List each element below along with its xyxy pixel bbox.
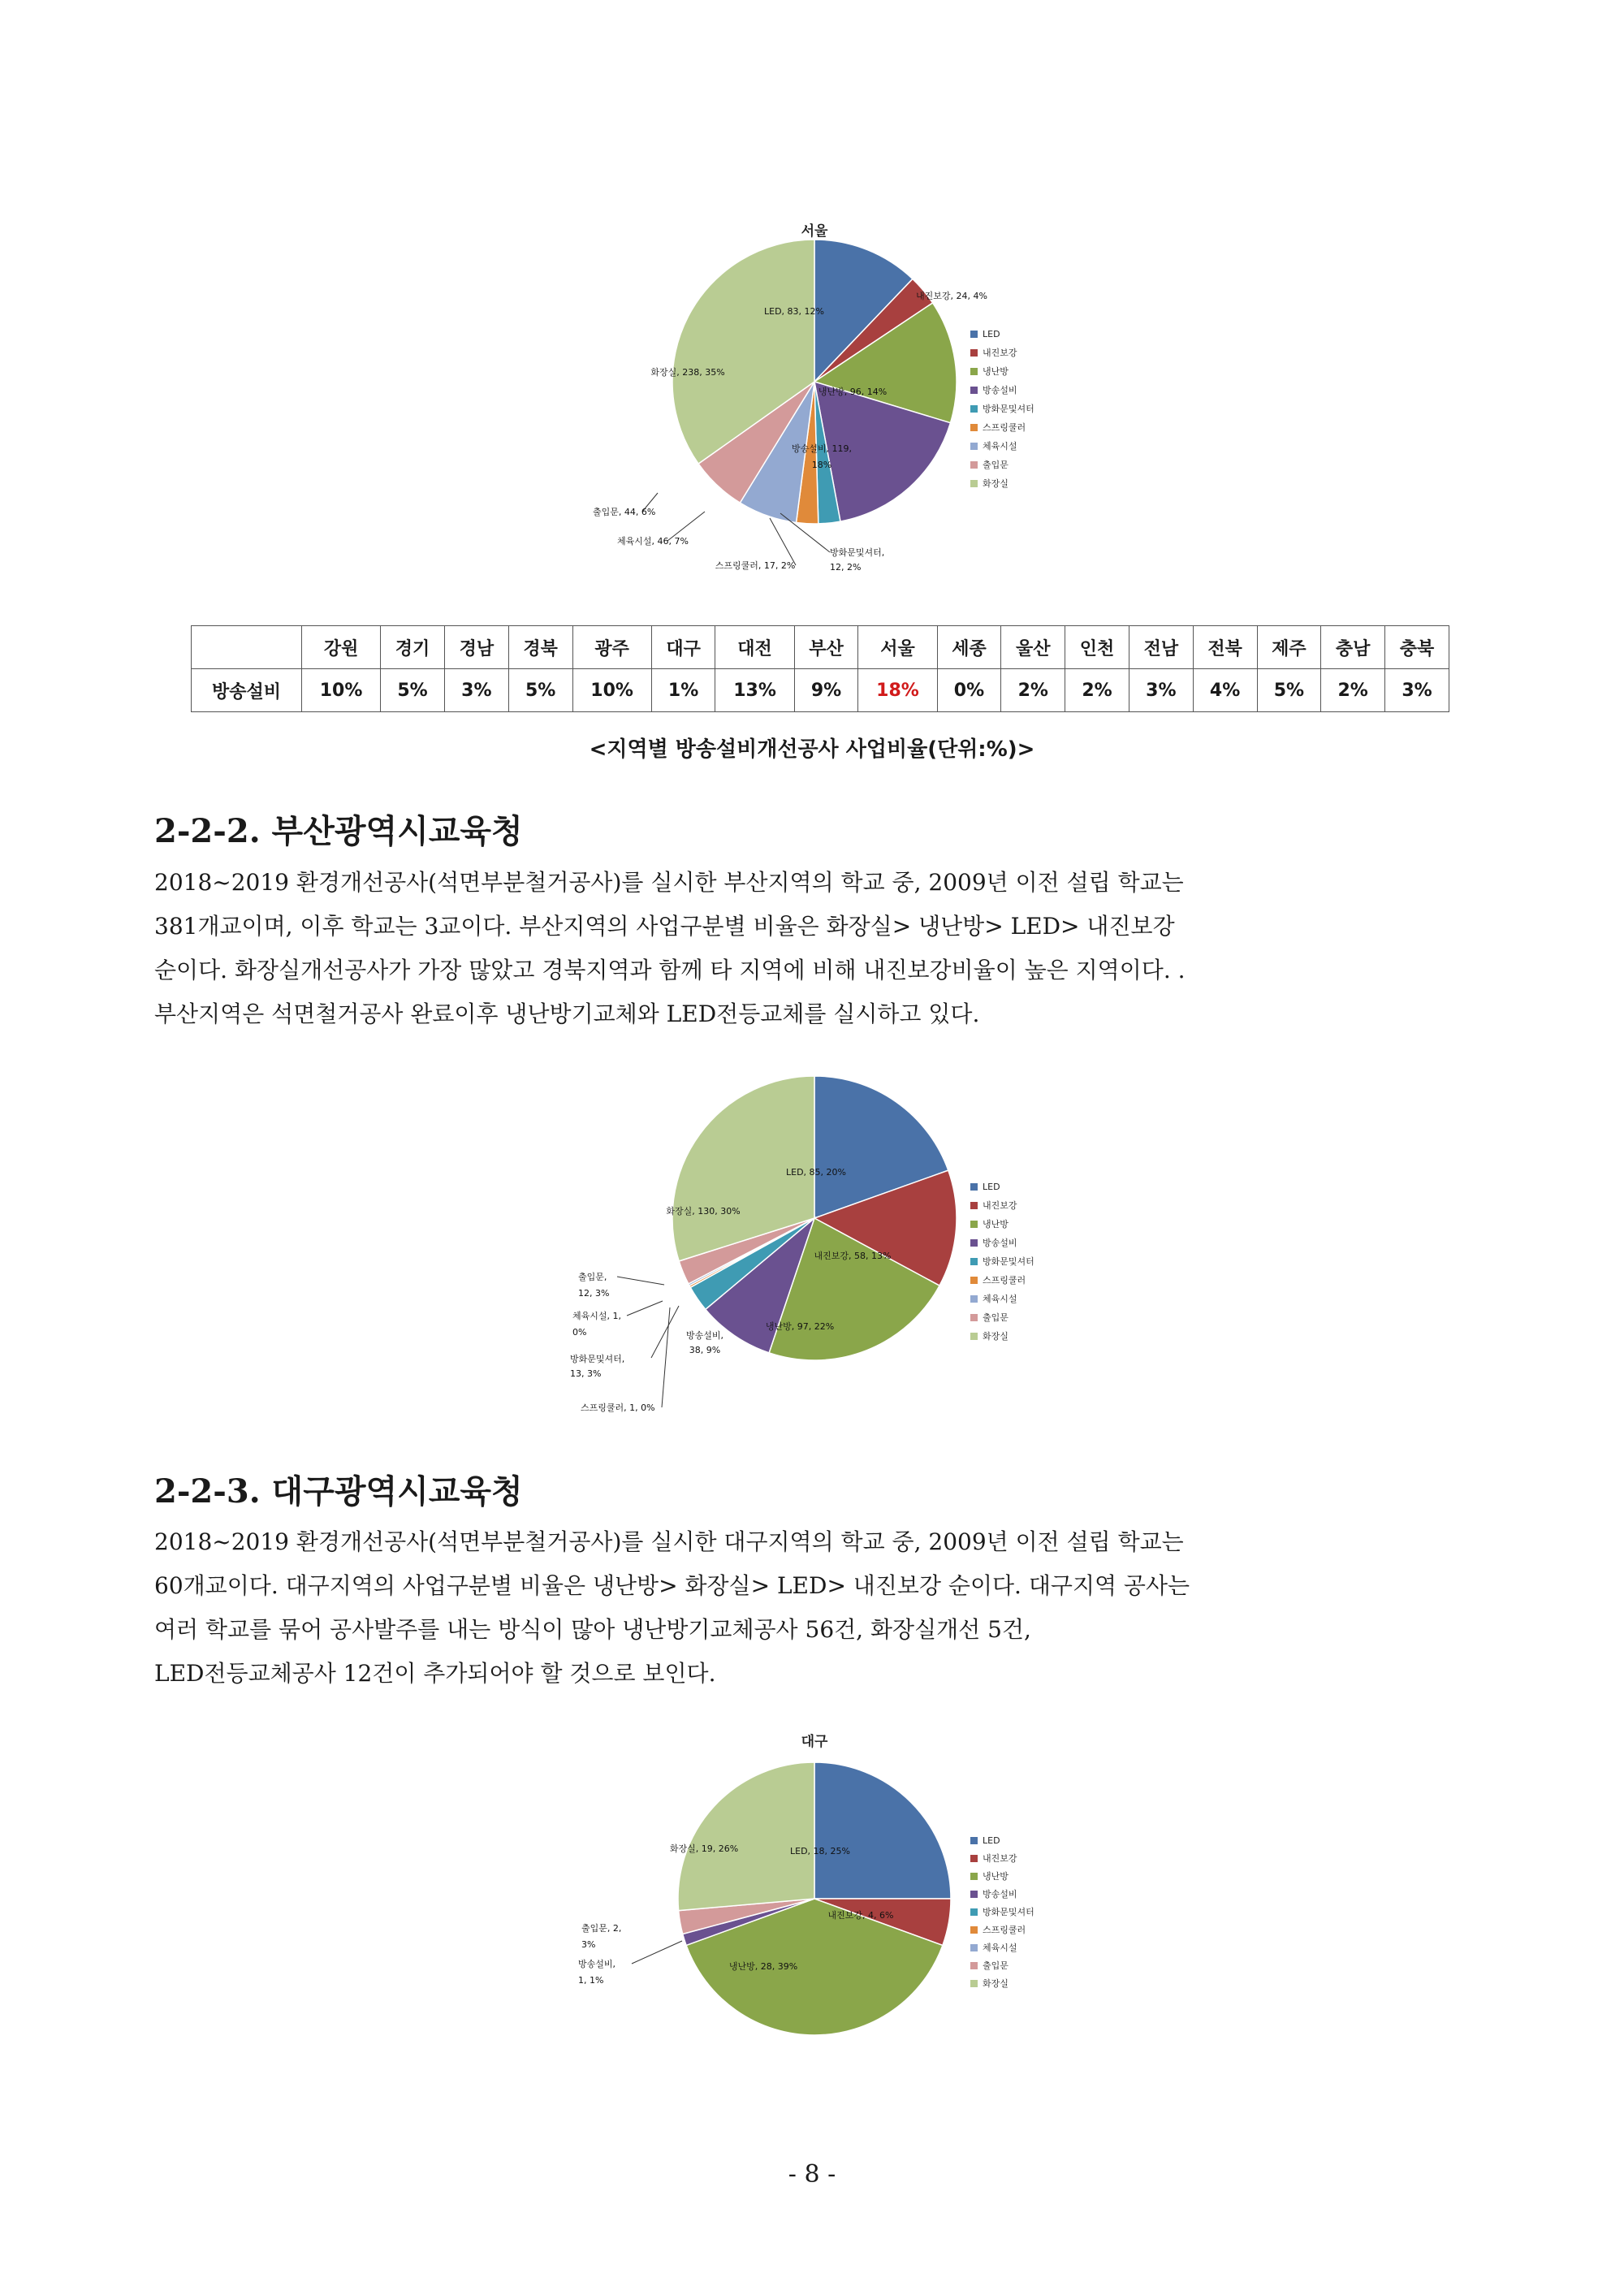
leader-line (662, 1307, 670, 1407)
table-region-cell: 울산 (1001, 626, 1065, 669)
slice-label: 출입문, 12, 3% (578, 1272, 610, 1299)
legend-label: 화장실 (983, 1978, 1009, 1989)
leader-line (632, 1941, 682, 1964)
table-region-cell: 대전 (715, 626, 794, 669)
busan-pie-chart (0, 1064, 1624, 1429)
seoul-pie-chart (0, 203, 1624, 593)
table-value-cell: 3% (1129, 669, 1193, 712)
legend-swatch (970, 1183, 978, 1191)
paragraph-line: 2018~2019 환경개선공사(석면부분철거공사)를 실시한 대구지역의 학교 중, 2009년 이전 설립 학교는 (154, 1528, 1184, 1555)
legend-label: 방화문및셔터 (983, 1907, 1034, 1917)
legend-label: 냉난방 (983, 1871, 1009, 1882)
legend-label: 체육시설 (983, 1943, 1017, 1953)
paragraph-line: LED전등교체공사 12건이 추가되어야 할 것으로 보인다. (154, 1660, 716, 1687)
table-header-row (192, 626, 1449, 669)
legend-label: 화장실 (983, 478, 1009, 489)
table-caption: <지역별 방송설비개선공사 사업비율(단위:%)> (589, 737, 1035, 762)
table-value-cell: 1% (651, 669, 715, 712)
table-value-cell: 10% (302, 669, 381, 712)
slice-label: 방송설비, 119, 18% (792, 443, 852, 470)
table-region-cell: 세종 (937, 626, 1001, 669)
slice-label: 방송설비, 1, 1% (578, 1959, 616, 1986)
leader-line (627, 1301, 663, 1316)
legend-swatch (970, 1221, 978, 1228)
legend-label: 방화문및셔터 (983, 1256, 1034, 1267)
legend-swatch (970, 480, 978, 487)
table-region-cell: 경북 (508, 626, 572, 669)
legend-label: 내진보강 (983, 348, 1017, 358)
legend-label: 냉난방 (983, 1219, 1009, 1230)
slice-label: 냉난방, 28, 39% (728, 1961, 798, 1972)
slice-label: LED, 18, 25% (790, 1846, 850, 1856)
legend-swatch (970, 1891, 978, 1898)
table-region-cell: 전북 (1193, 626, 1257, 669)
slice-label: 냉난방, 97, 22% (765, 1321, 835, 1332)
table-region-cell: 경기 (381, 626, 445, 669)
legend-swatch (970, 1962, 978, 1969)
legend-label: 냉난방 (983, 366, 1009, 377)
legend-label: 스프링쿨러 (983, 1275, 1026, 1286)
table-value-cell: 4% (1193, 669, 1257, 712)
legend-swatch (970, 1926, 978, 1934)
paragraph-line: 2018~2019 환경개선공사(석면부분철거공사)를 실시한 부산지역의 학교 중, 2009년 이전 설립 학교는 (154, 869, 1184, 896)
daegu-pie-chart (0, 1722, 1624, 2063)
section-body-daegu (154, 1520, 1486, 1696)
slice-label: 출입문, 44, 6% (593, 507, 656, 517)
legend-label: 방송설비 (983, 1889, 1017, 1900)
table-region-cell: 충북 (1385, 626, 1449, 669)
legend-label: 스프링쿨러 (983, 1925, 1026, 1935)
legend-label: 화장실 (983, 1331, 1009, 1342)
table-region-cell: 강원 (302, 626, 381, 669)
section-heading-busan: 2-2-2. 부산광역시교육청 (154, 812, 523, 850)
table-value-cell: 10% (572, 669, 651, 712)
slice-label: 내진보강, 4, 6% (827, 1910, 894, 1921)
slice-label: 냉난방, 96, 14% (818, 387, 888, 397)
legend-label: 출입문 (983, 1960, 1009, 1971)
table-value-cell: 3% (444, 669, 508, 712)
table-corner-cell (192, 626, 302, 669)
page-number: - 8 - (788, 2160, 836, 2189)
table-region-cell: 제주 (1257, 626, 1321, 669)
table-region-cell: 광주 (572, 626, 651, 669)
slice-label: 체육시설, 1, 0% (572, 1311, 621, 1338)
legend-swatch (970, 1837, 978, 1844)
section-heading-daegu: 2-2-3. 대구광역시교육청 (154, 1472, 523, 1511)
seoul-pie-svg (0, 203, 1624, 593)
legend-swatch (970, 1873, 978, 1880)
legend-label: 방송설비 (983, 1238, 1017, 1248)
legend-swatch (970, 1239, 978, 1247)
legend-label: 체육시설 (983, 441, 1017, 452)
table-value-cell: 5% (508, 669, 572, 712)
slice-label: 화장실, 238, 35% (650, 367, 725, 378)
legend-swatch (970, 1333, 978, 1340)
table-region-cell: 전남 (1129, 626, 1193, 669)
slice-label: 내진보강, 58, 13% (814, 1251, 892, 1261)
busan-pie-svg (0, 1064, 1624, 1429)
leader-line (770, 518, 796, 565)
legend-label: 체육시설 (983, 1294, 1017, 1304)
legend-swatch (970, 1277, 978, 1284)
table-value-cell: 5% (1257, 669, 1321, 712)
slice-label: 스프링쿨러, 1, 0% (581, 1402, 655, 1413)
paragraph-line: 60개교이다. 대구지역의 사업구분별 비율은 냉난방> 화장실> LED> 내진보강 순이다. 대구지역 공사는 (154, 1572, 1190, 1599)
slice-label: 스프링쿨러, 17, 2% (715, 560, 796, 571)
paragraph-line: 여러 학교를 묶어 공사발주를 내는 방식이 많아 냉난방기교체공사 56건, 화장실개선 5건, (154, 1616, 1031, 1643)
slice-label: 방화문및셔터, 13, 3% (570, 1354, 625, 1379)
chart-title: 서울 (801, 223, 828, 240)
legend-label: LED (983, 1182, 1000, 1192)
pie-slice-화장실 (678, 1762, 814, 1911)
legend-label: LED (983, 329, 1000, 339)
table-value-cell: 0% (937, 669, 1001, 712)
legend-swatch (970, 424, 978, 431)
legend-swatch (970, 1944, 978, 1951)
slice-label: 방화문및셔터, 12, 2% (830, 547, 885, 573)
slice-label: 출입문, 2, 3% (581, 1923, 622, 1950)
legend-label: 스프링쿨러 (983, 422, 1026, 433)
legend-label: 방화문및셔터 (983, 404, 1034, 414)
table-region-cell: 충남 (1321, 626, 1385, 669)
table-value-cell: 5% (381, 669, 445, 712)
table-value-cell: 3% (1385, 669, 1449, 712)
legend-label: 출입문 (983, 460, 1009, 470)
broadcast-ratio-table (191, 625, 1449, 712)
table-row-header: 방송설비 (192, 669, 302, 712)
paragraph-line: 순이다. 화장실개선공사가 가장 많았고 경북지역과 함께 타 지역에 비해 내진보강비율이 높은 지역이다. . (154, 957, 1186, 983)
table-value-cell: 2% (1065, 669, 1129, 712)
legend-swatch (970, 1202, 978, 1209)
slice-label: 방송설비, 38, 9% (685, 1330, 724, 1355)
legend-label: 내진보강 (983, 1200, 1017, 1211)
legend-swatch (970, 368, 978, 375)
legend-label: 출입문 (983, 1312, 1009, 1323)
table-value-cell: 9% (794, 669, 858, 712)
table-value-cell: 13% (715, 669, 794, 712)
slice-label: 화장실, 130, 30% (666, 1206, 741, 1217)
chart-title: 대구 (801, 1734, 828, 1750)
legend-swatch (970, 443, 978, 450)
table-value-cell: 2% (1001, 669, 1065, 712)
legend-swatch (970, 1295, 978, 1303)
table-value-cell: 18% (858, 669, 937, 712)
slice-label: 화장실, 19, 26% (669, 1843, 739, 1854)
legend-swatch (970, 387, 978, 394)
legend-swatch (970, 1855, 978, 1862)
legend-swatch (970, 1314, 978, 1321)
slice-label: 체육시설, 46, 7% (617, 536, 689, 547)
pie-slice-LED (814, 1762, 951, 1899)
legend-label: LED (983, 1835, 1000, 1846)
table-region-cell: 서울 (858, 626, 937, 669)
slice-label: 내진보강, 24, 4% (916, 291, 987, 301)
daegu-pie-svg (0, 1722, 1624, 2063)
paragraph-line: 381개교이며, 이후 학교는 3교이다. 부산지역의 사업구분별 비율은 화장실> 냉난방> LED> 내진보강 (154, 913, 1175, 940)
table-region-cell: 경남 (444, 626, 508, 669)
legend-swatch (970, 405, 978, 413)
legend-swatch (970, 461, 978, 469)
leader-line (651, 1306, 679, 1358)
table-region-cell: 인천 (1065, 626, 1129, 669)
table-value-row (192, 669, 1449, 712)
legend-swatch (970, 1258, 978, 1265)
slice-label: LED, 85, 20% (786, 1167, 846, 1178)
slice-label: LED, 83, 12% (764, 306, 824, 317)
legend-swatch (970, 1980, 978, 1987)
paragraph-line: 부산지역은 석면철거공사 완료이후 냉난방기교체와 LED전등교체를 실시하고 있다. (154, 1001, 980, 1027)
legend-label: 내진보강 (983, 1853, 1017, 1864)
legend-swatch (970, 349, 978, 357)
section-body-busan (154, 861, 1486, 1036)
table-value-cell: 2% (1321, 669, 1385, 712)
leader-line (617, 1277, 664, 1285)
legend-swatch (970, 1908, 978, 1916)
table-region-cell: 부산 (794, 626, 858, 669)
legend-label: 방송설비 (983, 385, 1017, 395)
legend-swatch (970, 331, 978, 338)
table-region-cell: 대구 (651, 626, 715, 669)
